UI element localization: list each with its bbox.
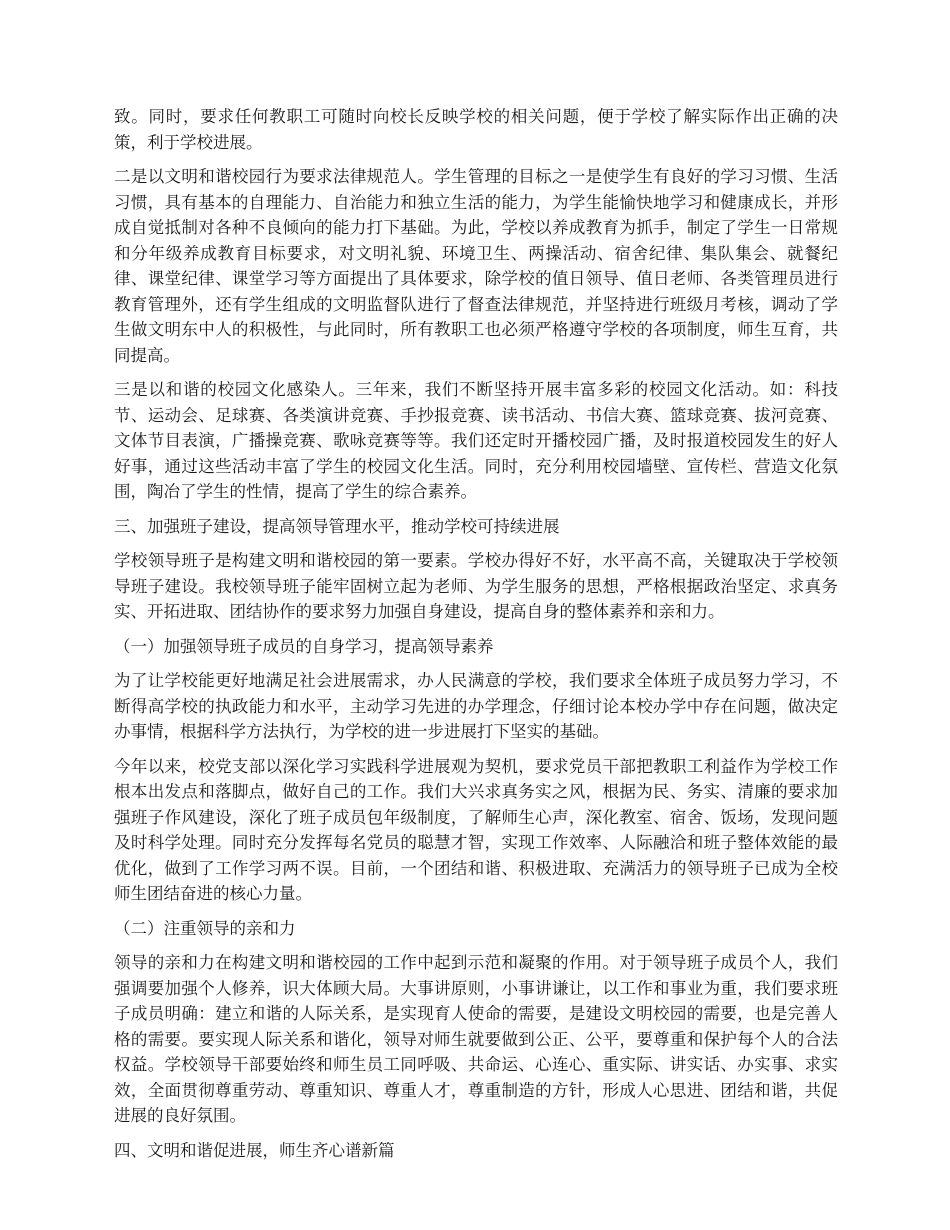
subsection-heading-1: （一）加强领导班子成员的自身学习，提高领导素养 xyxy=(114,636,494,656)
paragraph-party-branch: 今年以来，校党支部以深化学习实践科学进展观为契机，要求党员干部把教职工利益作为学校工作根本出发点和落脚点，做好自己的工作。我们大兴求真务实之风，根据为民、务实、清廉的要求加强班子作风建设，深化了班子成员包年级制度，了解师生心声，深化教室、宿舍、饭场，发现问题及时科学处理。同时充分发挥每名党员的聪慧才智，实现工作效率、人际融洽和班子整体效能的最优化，做到了工作学习两不误。目前，一个团结和谐、积极进取、充满活力的领导班子已成为全校师生团结奋进的核心力量。 xyxy=(114,756,838,903)
document-body xyxy=(114,104,838,1172)
paragraph-campus-culture: 三是以和谐的校园文化感染人。三年来，我们不断坚持开展丰富多彩的校园文化活动。如：科技节、运动会、足球赛、各类演讲竞赛、手抄报竞赛、读书活动、书信大赛、篮球竞赛、拔河竞赛、文体节目表演，广播操竞赛、歌咏竞赛等等。我们还定时开播校园广播，及时报道校园发生的好人好事，通过这些活动丰富了学生的校园文化生活。同时，充分利用校园墙壁、宣传栏、营造文化氛围，陶冶了学生的性情，提高了学生的综合素养。 xyxy=(114,380,838,501)
section-heading-3: 三、加强班子建设，提高领导管理水平，推动学校可持续进展 xyxy=(114,516,560,536)
paragraph-continuation: 致。同时，要求任何教职工可随时向校长反映学校的相关问题，便于学校了解实际作出正确的决策，利于学校进展。 xyxy=(114,107,838,152)
paragraph-affinity: 领导的亲和力在构建文明和谐校园的工作中起到示范和凝聚的作用。对于领导班子成员个人，我们强调要加强个人修养，识大体顾大局。大事讲原则，小事讲谦让，以工作和事业为重，我们要求班子成员明确：建立和谐的人际关系，是实现育人使命的需要，是建设文明校园的需要，也是完善人格的需要。要实现人际关系和谐化，领导对师生就要做到公正、公平，要尊重和保护每个人的合法权益。学校领导干部要始终和师生员工同呼吸、共命运、心连心、重实际、讲实话、办实事、求实效，全面贯彻尊重劳动、尊重知识、尊重人才，尊重制造的方针，形成人心思进、团结和谐，共促进展的良好氛围。 xyxy=(114,953,838,1125)
subsection-heading-2: （二）注重领导的亲和力 xyxy=(114,918,296,938)
paragraph-student-management: 二是以文明和谐校园行为要求法律规范人。学生管理的目标之一是使学生有良好的学习习惯、生活习惯，具有基本的自理能力、自治能力和独立生活的能力，为学生能愉快地学习和健康成长，并形成自觉抵制对各种不良倾向的能力打下基础。为此，学校以养成教育为抓手，制定了学生一日常规和分年级养成教育目标要求，对文明礼貌、环境卫生、两操活动、宿舍纪律、集队集会、就餐纪律、课堂纪律、课堂学习等方面提出了具体要求，除学校的值日领导、值日老师、各类管理员进行教育管理外，还有学生组成的文明监督队进行了督查法律规范，并坚持进行班级月考核，调动了学生做文明东中人的积极性，与此同时，所有教职工也必须严格遵守学校的各项制度，师生互育，共同提高。 xyxy=(114,167,838,365)
paragraph-team-study: 为了让学校能更好地满足社会进展需求，办人民满意的学校，我们要求全体班子成员努力学习，不断得高学校的执政能力和水平，主动学习先进的办学理念，仔细讨论本校办学中存在问题，做决定办事情，根据科学方法执行，为学校的进一步进展打下坚实的基础。 xyxy=(114,671,838,741)
paragraph-leadership-team: 学校领导班子是构建文明和谐校园的第一要素。学校办得好不好，水平高不高，关键取决于学校领导班子建设。我校领导班子能牢固树立起为老师、为学生服务的思想，严格根据政治坚定、求真务实、开拓进取、团结协作的要求努力加强自身建设，提高自身的整体素养和亲和力。 xyxy=(114,551,838,621)
section-heading-4: 四、文明和谐促进展，师生齐心谱新篇 xyxy=(114,1140,395,1160)
